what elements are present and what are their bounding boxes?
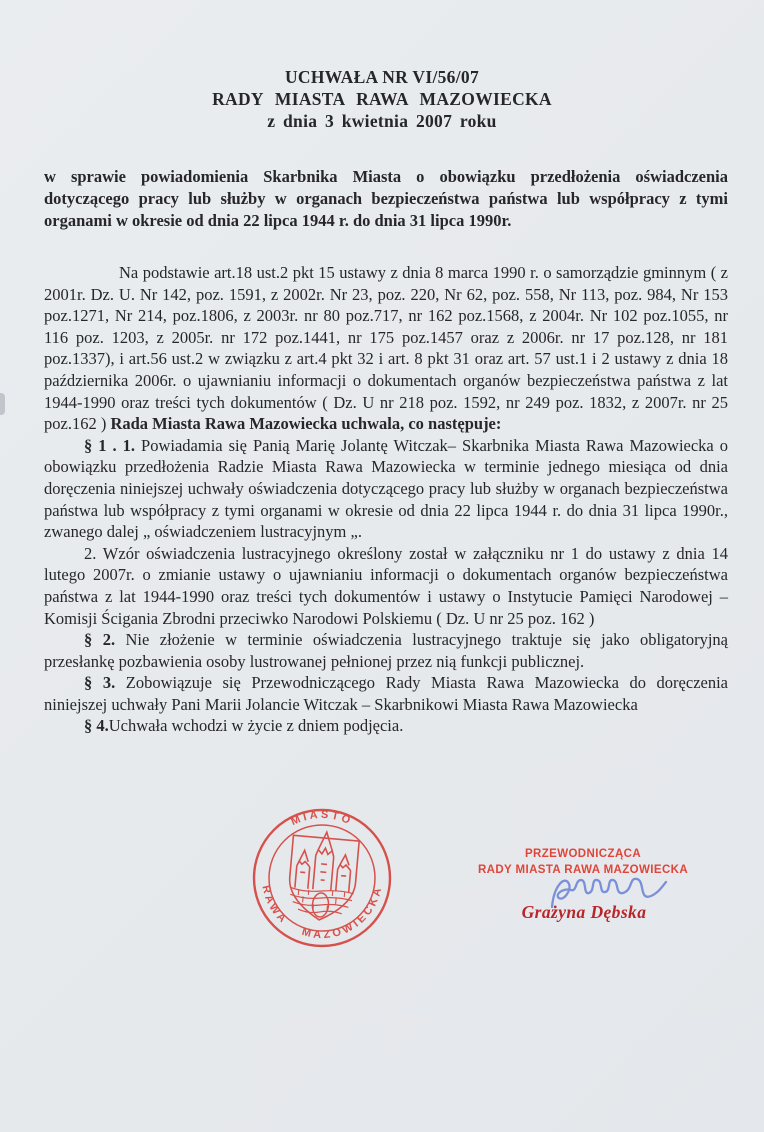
role-line-1: PRZEWODNICZĄCA: [524, 848, 642, 860]
subject-paragraph: w sprawie powiadomienia Skarbnika Miasta o obowiązku przedłożenia oświadczenia dotyczącego pracy lub służby w organach bezpieczeństwa państwa lub współpracy z tymi organami w okresie od dnia 22 lipca 1944 r. do dnia 31 lipca 1990r.: [44, 167, 728, 230]
legal-basis-paragraph: [44, 262, 728, 435]
legal-basis-text: Na podstawie art.18 ust.2 pkt 15 ustawy z dnia 8 marca 1990 r. o samorządzie gminnym ( z 2001r. Dz. U. Nr 142, poz. 1591, z 2002r. Nr 23, poz. 220, Nr 62, poz. 558, Nr 113, poz. 984, Nr 153 poz.1271, Nr 214, poz.1806, z 2003r. nr 80 poz.717, nr 162 poz.1568, z 2004r. Nr 102 poz.1055, nr 116 poz. 1203, z 2005r. nr 172 poz.1441, nr 175 poz.1457 oraz z 2006r. nr 17 poz.128, nr 181 poz.1337), i art.56 ust.2 w związku z art.4 pkt 32 i art. 8 pkt 31 oraz art. 57 ust.1 i 2 ustawy z dnia 18 października 2006r. o ujawnianiu informacji o dokumentach organów bezpieczeństwa państwa z lat 1944-1990 oraz treści tych dokumentów ( Dz. U nr 218 poz. 1592, nr 249 poz. 1832, z 2007r. nr 25 poz.162 ): [44, 263, 728, 434]
section-paragraph-2: [44, 629, 728, 672]
document-body: [44, 262, 728, 737]
coat-of-arms-icon: [286, 829, 359, 922]
scan-edge-artifact: [0, 393, 5, 415]
section-1-label: § 1 . 1.: [84, 435, 142, 455]
section-1-2-text: Wzór oświadczenia lustracyjnego określony został w załączniku nr 1 do ustawy z dnia 14 lutego 2007r. o zmianie ustawy o ujawnianiu informacji o dokumentach organów bezpieczeństwa państwa z lat 1944-1990 oraz treści tych dokumentów i ustawy o Instytucie Pamięci Narodowej – Komisji Ścigania Zbrodni przeciwko Narodowi Polskiemu ( Dz. U nr 25 poz. 162 ): [44, 543, 728, 628]
section-4-text: Uchwała wchodzi w życie z dniem podjęcia.: [108, 716, 404, 736]
stamp-arc-bottom-text: RAWA MAZOWIECKA: [259, 884, 385, 942]
section-1-2-label: 2.: [84, 543, 103, 563]
resolution-clause-bold: Rada Miasta Rawa Mazowiecka uchwala, co następuje:: [110, 414, 502, 434]
stamp-svg: [250, 806, 394, 950]
signatory-name: Grażyna Dębska: [521, 902, 647, 922]
section-4-label: § 4.: [84, 716, 109, 736]
section-paragraph-4: [44, 715, 728, 737]
section-2-label: § 2.: [84, 630, 126, 650]
role-line-2: RADY MIASTA RAWA MAZOWIECKA: [477, 864, 689, 876]
section-paragraph-1: [44, 435, 728, 543]
city-seal-stamp-icon: [250, 806, 394, 950]
section-2-text: Nie złożenie w terminie oświadczenia lustracyjnego traktuje się jako obligatoryjną przesłankę pozbawienia osoby lustrowanej pełnionej przez nią funkcji publicznej.: [44, 630, 728, 671]
section-1-text: Powiadamia się Panią Marię Jolantę Witczak– Skarbnika Miasta Rawa Mazowiecka o obowiązku przedłożenia Radzie Miasta Rawa Mazowiecka w terminie jednego miesiąca od dnia doręczenia niniejszej uchwały oświadczenia dotyczącego pracy lub służby w organach bezpieczeństwa państwa lub współpracy z tymi organami w okresie od dnia 22 lipca 1944 r. do dnia 31 lipca 1990r., zwanego dalej „ oświadczeniem lustracyjnym „.: [44, 435, 729, 542]
document-title: [0, 66, 764, 132]
title-line-date: z dnia 3 kwietnia 2007 roku: [267, 111, 497, 131]
title-line-number: UCHWAŁA NR VI/56/07: [284, 67, 479, 87]
section-3-label: § 3.: [84, 673, 126, 693]
section-paragraph-1-2: [44, 543, 728, 629]
section-3-text: Zobowiązuje się Przewodniczącego Rady Miasta Rawa Mazowiecka do doręczenia niniejszej uchwały Pani Marii Jolancie Witczak – Skarbnikowi Miasta Rawa Mazowiecka: [44, 673, 729, 714]
title-line-council: RADY MIASTA RAWA MAZOWIECKA: [212, 89, 552, 109]
stamp-arc-top-text: MIASTO: [289, 808, 355, 829]
section-paragraph-3: [44, 672, 728, 715]
